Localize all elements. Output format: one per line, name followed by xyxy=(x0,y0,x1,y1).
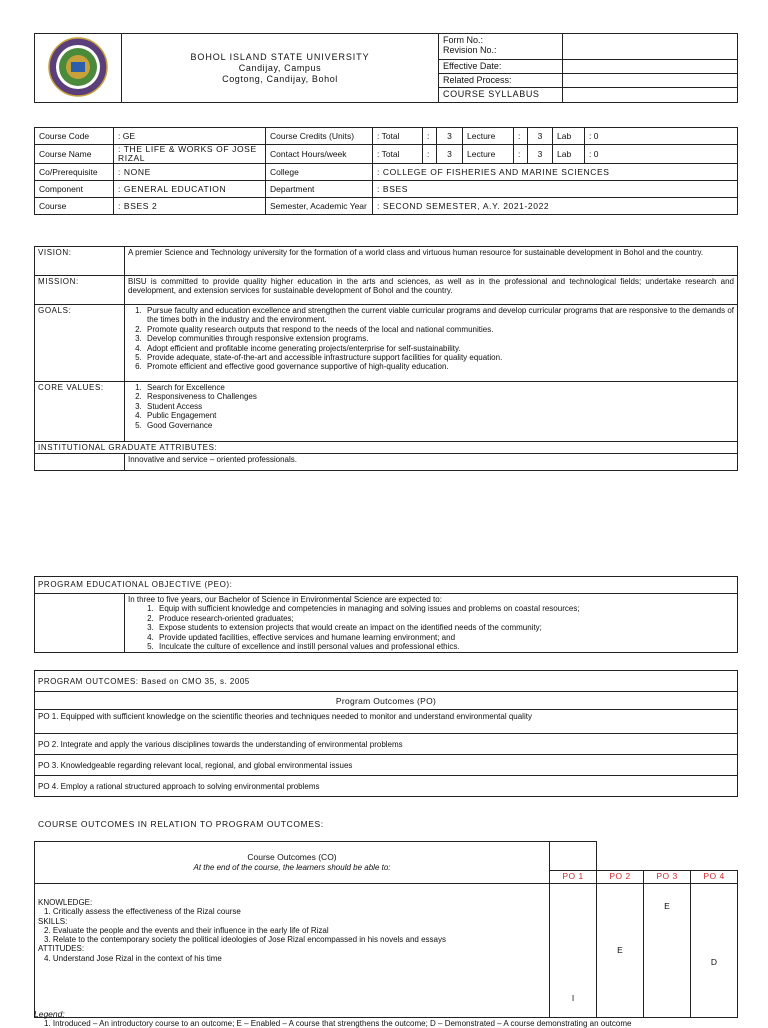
legend-text: 1. Introduced – An introductory course to an outcome; E – Enabled – A course that strengthens the outcome; D – Demonstrated – A course demonstrating an outcome xyxy=(44,1019,632,1028)
po-item: PO 2. Integrate and apply the various disciplines towards the understanding of environmental problems xyxy=(35,734,738,755)
campus-name: Candijay, Campus xyxy=(238,62,322,73)
form-no-label: Form No.: Revision No.: xyxy=(439,34,563,60)
po4-header: PO 4 xyxy=(691,871,738,884)
university-block xyxy=(122,34,439,103)
core-value-item: 4. Public Engagement xyxy=(144,411,734,420)
peo-table xyxy=(34,576,738,653)
credits-label: Course Credits (Units) xyxy=(266,128,373,145)
po3-header: PO 3 xyxy=(644,871,691,884)
course-code-label: Course Code xyxy=(35,128,114,145)
po-item: PO 3. Knowledgeable regarding relevant local, regional, and global environmental issues xyxy=(35,755,738,776)
document-header xyxy=(34,33,738,103)
goal-item: 6. Promote efficient and effective good governance supportive of high-quality education. xyxy=(144,362,734,371)
doc-type: COURSE SYLLABUS xyxy=(439,88,563,103)
co-content: KNOWLEDGE: 1. Critically assess the effectiveness of the Rizal course SKILLS: 2. Evaluate the people and the events and their influence in the early life of Rizal 3. Relate to the contemporary society the political ideologies of Jose Rizal encompassed in his novels and essays ATTITUDES: 4. Understand Jose Rizal in the context of his time xyxy=(35,884,550,1018)
po3-mark: E xyxy=(644,884,691,1018)
vision-text: A premier Science and Technology university for the formation of a world class and virtuous human resource for sustainable development in Bohol and the country. xyxy=(125,247,738,276)
core-values-cell xyxy=(125,382,738,442)
po-label: PROGRAM OUTCOMES: Based on CMO 35, s. 2005 xyxy=(35,671,738,692)
peo-item: 4. Provide updated facilities, effective services and humane learning environment; and xyxy=(156,633,734,642)
form-no-value xyxy=(563,34,738,60)
core-value-item: 1. Search for Excellence xyxy=(144,383,734,392)
co-item: 3. Relate to the contemporary society the political ideologies of Jose Rizal encompassed in his novels and essays xyxy=(44,935,446,945)
co-subheader: At the end of the course, the learners should be able to: xyxy=(193,862,391,872)
college-value: : COLLEGE OF FISHERIES AND MARINE SCIENCES xyxy=(373,164,738,181)
university-seal-icon xyxy=(47,36,109,98)
goal-item: 5. Provide adequate, state-of-the-art and accessible infrastructure support facilities for quality equation. xyxy=(144,353,734,362)
co-header: Course Outcomes (CO) xyxy=(247,852,337,863)
goal-item: 1. Pursue faculty and education excellence and strengthen the current viable curricular programs and develop curricular programs that are responsive to the demands of the times both in the industry and the environment. xyxy=(144,306,734,325)
legend-label: Legend: xyxy=(34,1009,65,1019)
peo-item: 5. Inculcate the culture of excellence and instill personal values and professional ethics. xyxy=(156,642,734,651)
goals-list xyxy=(128,306,734,372)
po1-header: PO 1 xyxy=(550,871,597,884)
goals-label: GOALS: xyxy=(35,305,125,382)
co-header-cell xyxy=(35,842,550,884)
related-process-label: Related Process: xyxy=(439,74,563,88)
course-name-label: Course Name xyxy=(35,145,114,164)
po1-mark: I xyxy=(550,884,597,1018)
peo-content xyxy=(125,594,738,653)
iga-text: Innovative and service – oriented professionals. xyxy=(125,454,738,471)
po4-mark: D xyxy=(691,884,738,1018)
peo-item: 2. Produce research-oriented graduates; xyxy=(156,614,734,623)
co-item: 4. Understand Jose Rizal in the context of his time xyxy=(44,953,222,963)
peo-list xyxy=(128,604,734,651)
co-item: 1. Critically assess the effectiveness of the Rizal course xyxy=(44,907,241,917)
core-value-item: 5. Good Governance xyxy=(144,421,734,430)
course-name-value: : THE LIFE & WORKS OF JOSE RIZAL xyxy=(114,145,266,164)
vmgc-table xyxy=(34,246,738,471)
peo-item: 1. Equip with sufficient knowledge and competencies in managing and solving issues and problems on coastal resources; xyxy=(156,604,734,613)
effective-date-label: Effective Date: xyxy=(439,59,563,73)
course-info-table: Course Code : GE Course Credits (Units) : Total : 3 Lecture : 3 Lab : 0 Course Name : THE LIFE & WORKS OF JOSE RIZAL Contact Hours/week : Total : 3 Lecture : 3 Lab : 0 Co/Prerequisite : NONE College : COLLEGE OF FISHERIES AND MARINE SCIENCES Component : GENERAL EDUCATION Department : BSES Course : BSES 2 Semester, Academic Year : SECOND SEMESTER, A.Y. 2021-2022 xyxy=(34,127,738,215)
po-item: PO 4. Employ a rational structured approach to solving environmental problems xyxy=(35,776,738,797)
core-value-item: 2. Responsiveness to Challenges xyxy=(144,392,734,401)
po2-mark: E xyxy=(597,884,644,1018)
mission-text: BISU is committed to provide quality higher education in the arts and sciences, as well as in the professional and technological fields; undertake research and development, and extension services for sustainable development of Bohol and the country. xyxy=(125,276,738,305)
po2-header: PO 2 xyxy=(597,871,644,884)
university-name: BOHOL ISLAND STATE UNIVERSITY xyxy=(190,51,370,62)
core-values-label: CORE VALUES: xyxy=(35,382,125,442)
program-outcomes-table xyxy=(34,670,738,797)
course-code-value: : GE xyxy=(114,128,266,145)
goals-list-cell xyxy=(125,305,738,382)
po-item: PO 1. Equipped with sufficient knowledge on the scientific theories and techniques needed to monitor and understand environmental quality xyxy=(35,710,738,734)
goal-item: 4. Adopt efficient and profitable income generating projects/enterprise for self-sustainability. xyxy=(144,344,734,353)
co-item: 2. Evaluate the people and the events and their influence in the early life of Rizal xyxy=(44,925,329,935)
goal-item: 3. Develop communities through responsive extension programs. xyxy=(144,334,734,343)
core-values-list xyxy=(128,383,734,430)
mission-label: MISSION: xyxy=(35,276,125,305)
core-value-item: 3. Student Access xyxy=(144,402,734,411)
goal-item: 2. Promote quality research outputs that respond to the needs of the local and national communities. xyxy=(144,325,734,334)
iga-label: INSTITUTIONAL GRADUATE ATTRIBUTES: xyxy=(35,442,738,454)
campus-address: Cogtong, Candijay, Bohol xyxy=(222,73,338,84)
co-section-title: COURSE OUTCOMES IN RELATION TO PROGRAM OUTCOMES: xyxy=(38,819,324,829)
peo-item: 3. Expose students to extension projects that would create an impact on the identified needs of the community; xyxy=(156,623,734,632)
po-subheader: Program Outcomes (PO) xyxy=(35,692,738,710)
semester-value: : SECOND SEMESTER, A.Y. 2021-2022 xyxy=(373,198,738,215)
logo-cell xyxy=(35,34,122,103)
peo-intro: In three to five years, our Bachelor of Science in Environmental Science are expected to: xyxy=(128,595,442,604)
vision-label: VISION: xyxy=(35,247,125,276)
course-outcomes-table xyxy=(34,841,738,1018)
peo-label: PROGRAM EDUCATIONAL OBJECTIVE (PEO): xyxy=(35,577,738,594)
